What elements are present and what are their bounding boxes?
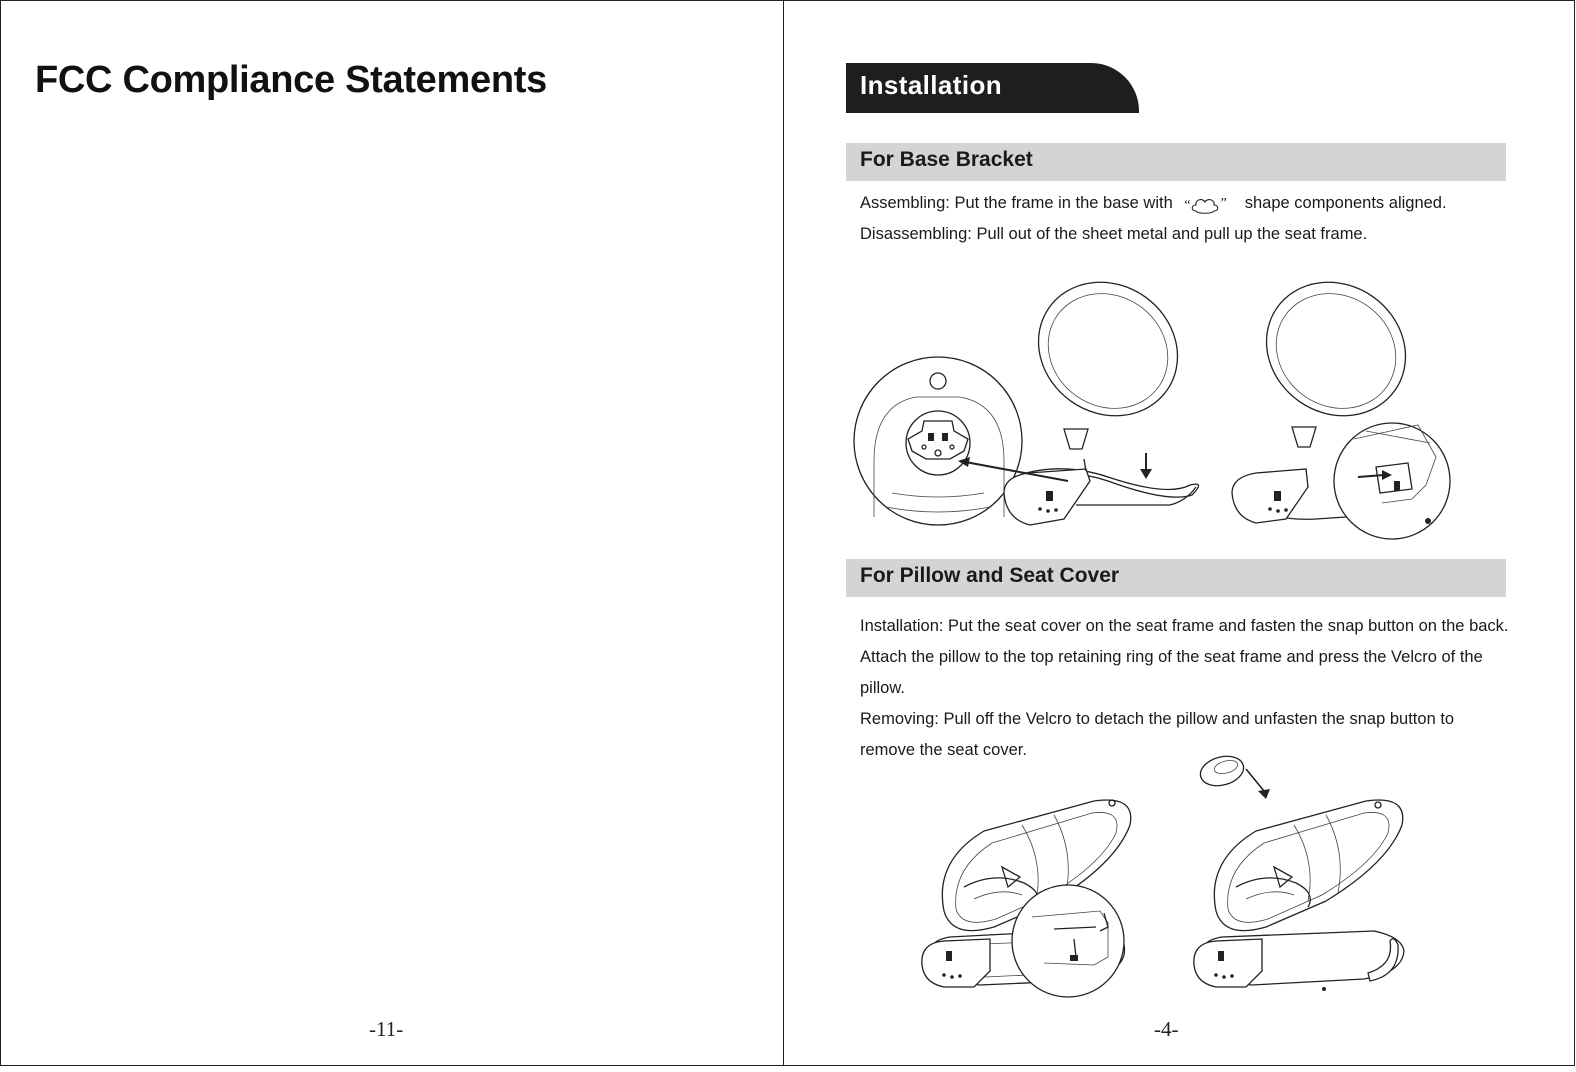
right-page [783,0,1575,1066]
assembling-text [860,188,1510,219]
removing-text: Removing: Pull off the Velcro to detach the pillow and unfasten the snap button to remove the seat cover. [860,710,1455,759]
left-page-number: -11- [369,1017,404,1041]
base-receptor-detail-circle [854,357,1022,525]
pillow [1197,752,1247,790]
left-page [0,0,784,1066]
installation-text: Installation: Put the seat cover on the seat frame and fasten the snap button on the back. Attach the pillow to the top retaining ring of the seat frame and press the Velcro of the pillow. [860,617,1509,697]
bouncer-with-pillow-right [1194,752,1404,991]
section-bar-pillow-seat-cover [846,559,1506,597]
section-bar-base-bracket [846,143,1506,181]
bouncer-with-seat-cover-left [922,800,1131,997]
installation-header [846,63,1139,113]
installation-title: Installation [860,70,1003,100]
base-with-seat-frame-right [1232,281,1450,539]
base-bracket-illustration [846,281,1466,547]
section-heading-base-bracket: For Base Bracket [860,148,1033,171]
base-bracket-instructions [860,188,1510,250]
assembling-text-start: Assembling: Put the frame in the base with [860,194,1173,212]
disassembling-text: Disassembling: Pull out of the sheet metal and pull up the seat frame. [860,225,1368,243]
section-heading-pillow-seat-cover: For Pillow and Seat Cover [860,564,1120,587]
svg-text:“: “ [1182,197,1191,213]
flower-shape-icon [1179,193,1231,215]
pillow-seat-cover-illustration [904,751,1424,1005]
fcc-title: FCC Compliance Statements [35,59,547,101]
pillow-seat-cover-instructions [860,611,1510,766]
right-page-number: -4- [1154,1017,1179,1041]
assembling-text-end: shape components aligned. [1244,194,1447,212]
svg-text:”: ” [1218,195,1227,211]
